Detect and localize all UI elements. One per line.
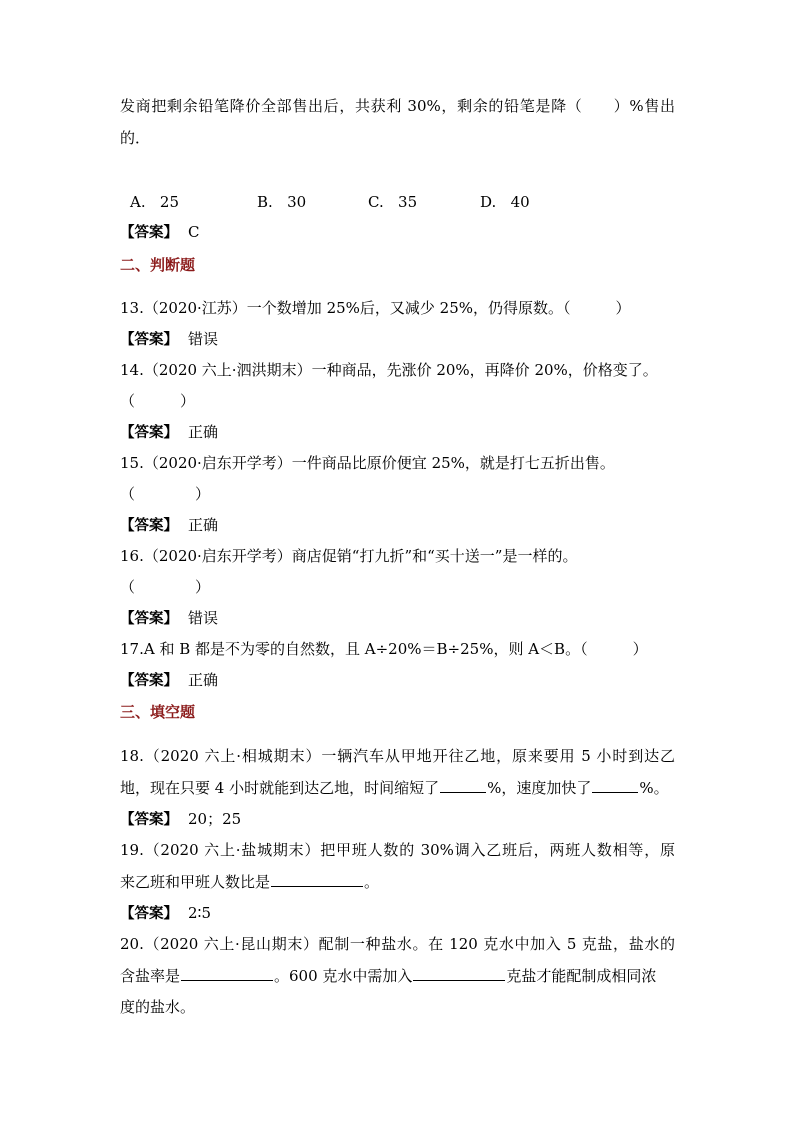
q20-text-line1: 20.（2020 六上·昆山期末）配制一种盐水。在 120 克水中加入 5 克盐，盐水的 [120,935,675,953]
q14-answer: 【答案】 正确 [120,423,219,441]
q18-blank-1 [440,778,486,793]
q16-text: 16.（2020·启东开学考）商店促销“打九折”和“买十送一”是一样的。 [120,547,578,565]
q17-text: 17.A 和 B 都是不为零的自然数，且 A÷20%＝B÷25%，则 A＜B。（ ） [120,640,648,658]
q19-answer: 【答案】 2∶5 [120,904,211,922]
q15-answer: 【答案】 正确 [120,516,219,534]
q19-text-line1: 19.（2020 六上·盐城期末）把甲班人数的 30%调入乙班后，两班人数相等，原 [120,841,675,859]
q14-paren: （ ） [120,392,196,410]
q13-answer: 【答案】 错误 [120,330,219,348]
q13-text: 13.（2020·江苏）一个数增加 25%后，又减少 25%，仍得原数。（ ） [120,299,631,317]
q17-answer: 【答案】 正确 [120,671,219,689]
q20-text-line3: 度的盐水。 [120,998,196,1016]
q15-text: 15.（2020·启东开学考）一件商品比原价便宜 25%，就是打七五折出售。 [120,454,615,472]
q12-text-line2: 的． [120,129,151,147]
q14-text: 14.（2020 六上·泗洪期末）一种商品，先涨价 20%，再降价 20%，价格变了。 [120,361,658,379]
q18-text-line2: 地，现在只要 4 小时就能到达乙地，时间缩短了 %，速度加快了 %。 [120,779,669,797]
q16-answer: 【答案】 错误 [120,609,219,627]
q18-text-line1: 18.（2020 六上·相城期末）一辆汽车从甲地开往乙地，原来要用 5 小时到达乙 [120,747,675,765]
section-title-fill-blank: 三、填空题 [120,703,196,721]
q15-paren: （ ） [120,485,211,503]
q12-option-b: B. 30 [257,193,307,211]
q12-option-c: C. 35 [368,193,418,211]
q18-blank-2 [592,778,638,793]
q12-option-a: A. 25 [130,193,180,211]
q19-blank [271,872,363,887]
q16-paren: （ ） [120,578,211,596]
q12-option-d: D. 40 [480,193,530,211]
q12-answer: 【答案】 C [120,223,200,241]
section-title-judgement: 二、判断题 [120,256,196,274]
q19-text-line2: 来乙班和甲班人数比是 。 [120,873,380,891]
q20-blank-2 [413,966,505,981]
q12-text-line1: 发商把剩余铅笔降价全部售出后，共获利 30%，剩余的铅笔是降（ ）%售出 [120,97,675,115]
q18-answer: 【答案】 20；25 [120,810,242,828]
q20-blank-1 [181,966,273,981]
q20-text-line2: 含盐率是 。600 克水中需加入 克盐才能配制成相同浓 [120,967,657,985]
